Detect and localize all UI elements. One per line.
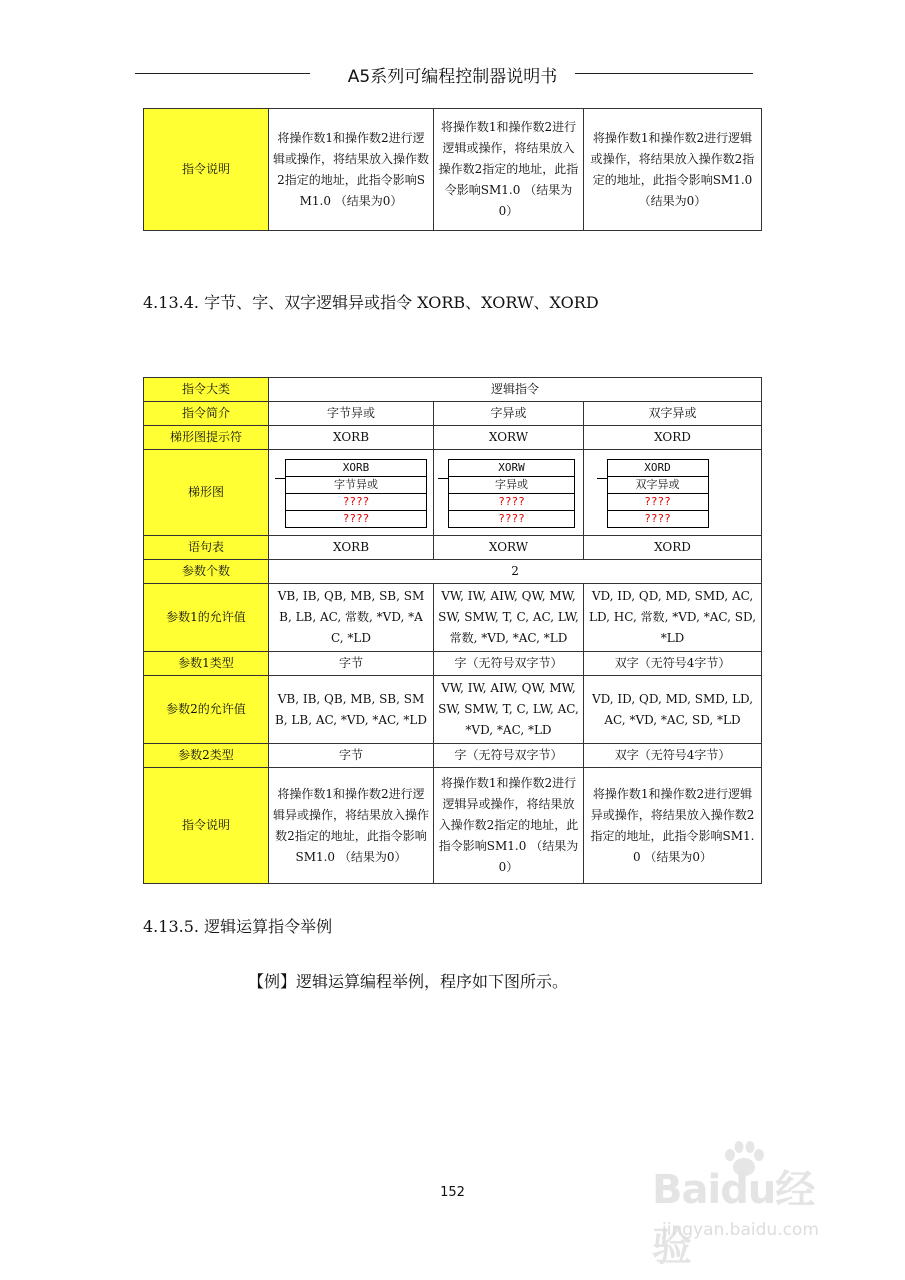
table-cell: XORW xyxy=(434,536,584,560)
section-heading: 4.13.4. 字节、字、双字逻辑异或指令 XORB、XORW、XORD xyxy=(143,293,599,312)
table-cell: VD, ID, QD, MD, SMD, AC, LD, HC, 常数, *VD, *AC, SD, *LD xyxy=(584,584,762,652)
table-row xyxy=(144,402,762,426)
table-cell: VD, ID, QD, MD, SMD, LD, AC, *VD, *AC, SD, *LD xyxy=(584,676,762,744)
table-cell: 将操作数1和操作数2进行逻辑异或操作，将结果放入操作数2指定的地址，此指令影响SM1.0 （结果为0） xyxy=(269,768,434,884)
row-label: 指令简介 xyxy=(144,402,269,426)
table-cell: 双字异或 xyxy=(584,402,762,426)
table-row xyxy=(144,450,762,536)
baidu-watermark xyxy=(652,1140,852,1270)
ladder-input-line xyxy=(438,478,448,479)
table-row xyxy=(144,652,762,676)
table-cell xyxy=(434,450,584,536)
table-cell: 字（无符号双字节） xyxy=(434,652,584,676)
xor-instruction-table xyxy=(143,377,762,884)
row-label: 指令说明 xyxy=(144,109,269,231)
table-cell: 双字（无符号4字节） xyxy=(584,744,762,768)
table-row xyxy=(144,560,762,584)
ladder-name: XORD xyxy=(644,460,671,474)
table-cell: VW, IW, AIW, QW, MW, SW, SMW, T, C, AC, LW, 常数, *VD, *AC, *LD xyxy=(434,584,584,652)
ladder-param1: ???? xyxy=(449,493,574,510)
ladder-desc: 字异或 xyxy=(449,476,574,493)
row-label: 参数2类型 xyxy=(144,744,269,768)
table-cell: XORD xyxy=(584,426,762,450)
table-row xyxy=(144,676,762,744)
table-row xyxy=(144,426,762,450)
ladder-block xyxy=(438,459,590,527)
table-cell: 2 xyxy=(269,560,762,584)
table-cell: XORD xyxy=(584,536,762,560)
row-label: 指令大类 xyxy=(144,378,269,402)
table-cell xyxy=(584,450,762,536)
table-cell: 字（无符号双字节） xyxy=(434,744,584,768)
ladder-input-line xyxy=(275,478,285,479)
top-table xyxy=(143,108,762,231)
ladder-block xyxy=(597,459,749,527)
table-cell: 双字（无符号4字节） xyxy=(584,652,762,676)
table-row xyxy=(144,744,762,768)
page-number: 152 xyxy=(440,1185,465,1200)
table-cell: 将操作数1和操作数2进行逻辑或操作，将结果放入操作数2指定的地址，此指令影响SM1.0 （结果为0） xyxy=(269,109,434,231)
ladder-param1: ???? xyxy=(286,493,426,510)
section-heading: 4.13.5. 逻辑运算指令举例 xyxy=(143,917,333,936)
row-label: 指令说明 xyxy=(144,768,269,884)
row-label: 参数1类型 xyxy=(144,652,269,676)
ladder-desc: 双字异或 xyxy=(608,476,708,493)
table-row xyxy=(144,584,762,652)
ladder-param2: ???? xyxy=(608,510,708,527)
table-cell: 将操作数1和操作数2进行逻辑或操作，将结果放入操作数2指定的地址，此指令影响SM1.0 （结果为0） xyxy=(584,109,762,231)
ladder-block xyxy=(275,459,427,527)
example-paragraph: 【例】逻辑运算编程举例，程序如下图所示。 xyxy=(248,972,569,991)
table-cell: 将操作数1和操作数2进行逻辑异或操作，将结果放入操作数2指定的地址，此指令影响SM1.0 （结果为0） xyxy=(434,768,584,884)
table-row xyxy=(144,768,762,884)
document-title: A5系列可编程控制器说明书 xyxy=(347,67,558,87)
table-row xyxy=(144,378,762,402)
table-cell: 逻辑指令 xyxy=(269,378,762,402)
row-label: 参数2的允许值 xyxy=(144,676,269,744)
table-cell: 字节 xyxy=(269,652,434,676)
table-row xyxy=(144,536,762,560)
table-cell: VB, IB, QB, MB, SB, SMB, LB, AC, *VD, *AC, *LD xyxy=(269,676,434,744)
table-cell: XORB xyxy=(269,536,434,560)
row-label: 梯形图提示符 xyxy=(144,426,269,450)
table-cell: 字节 xyxy=(269,744,434,768)
ladder-name: XORW xyxy=(498,460,525,474)
row-label: 参数1的允许值 xyxy=(144,584,269,652)
watermark-logo: Baidu经验 xyxy=(652,1167,815,1270)
table-cell: XORB xyxy=(269,426,434,450)
ladder-name: XORB xyxy=(342,460,370,474)
table-cell: 字异或 xyxy=(434,402,584,426)
ladder-param1: ???? xyxy=(608,493,708,510)
table-cell: 将操作数1和操作数2进行逻辑或操作，将结果放入操作数2指定的地址，此指令影响SM1.0 （结果为0） xyxy=(434,109,584,231)
table-cell: VB, IB, QB, MB, SB, SMB, LB, AC, 常数, *VD, *AC, *LD xyxy=(269,584,434,652)
table-cell xyxy=(269,450,434,536)
table-cell: XORW xyxy=(434,426,584,450)
row-label: 语句表 xyxy=(144,536,269,560)
watermark-url: jingyan.baidu.com xyxy=(662,1220,819,1240)
header-rule-right xyxy=(575,73,753,74)
row-label: 梯形图 xyxy=(144,450,269,536)
ladder-input-line xyxy=(597,478,607,479)
table-cell: 将操作数1和操作数2进行逻辑异或操作，将结果放入操作数2指定的地址，此指令影响SM1.0 （结果为0） xyxy=(584,768,762,884)
ladder-param2: ???? xyxy=(449,510,574,527)
row-label: 参数个数 xyxy=(144,560,269,584)
ladder-desc: 字节异或 xyxy=(286,476,426,493)
page-header xyxy=(0,62,905,88)
table-row xyxy=(144,109,762,231)
table-cell: 字节异或 xyxy=(269,402,434,426)
ladder-param2: ???? xyxy=(286,510,426,527)
table-cell: VW, IW, AIW, QW, MW, SW, SMW, T, C, LW, AC, *VD, *AC, *LD xyxy=(434,676,584,744)
